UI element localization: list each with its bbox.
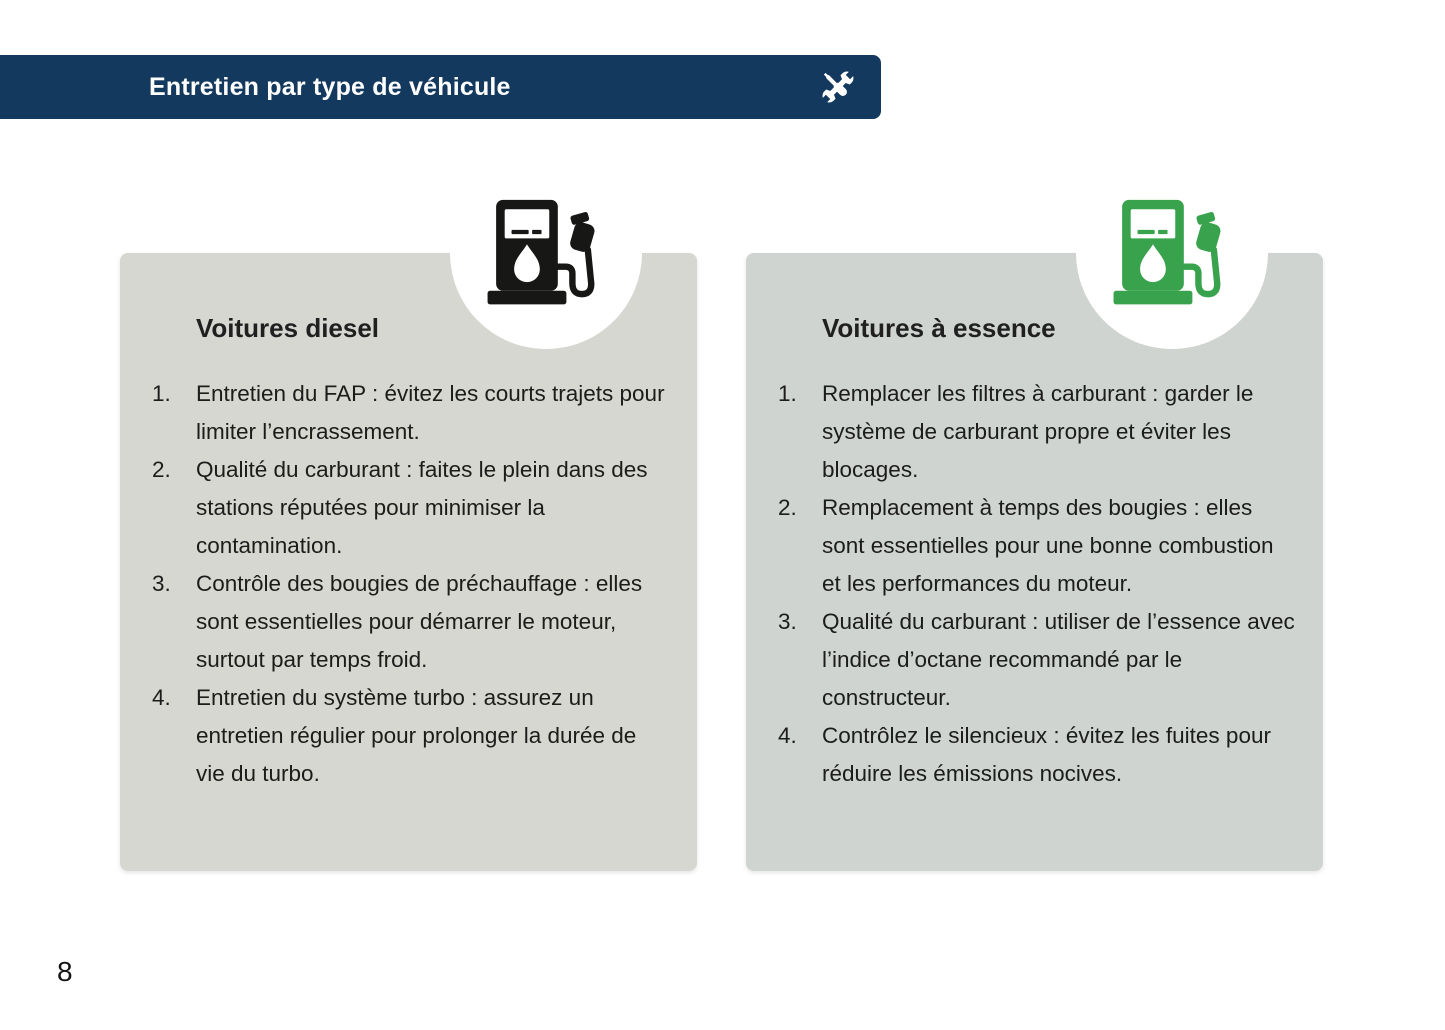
list-item	[778, 489, 1300, 603]
item-number: 1.	[778, 381, 797, 406]
icon-circle	[1076, 157, 1268, 349]
item-text: Contrôle des bougies de préchauffage : elles sont essentielles pour démarrer le moteur, surtout par temps froid.	[196, 571, 643, 672]
item-number: 4.	[778, 723, 797, 748]
item-text: Remplacement à temps des bougies : elles sont essentielles pour une bonne combustion et les performances du moteur.	[822, 495, 1274, 596]
card-title: Voitures à essence	[822, 313, 1056, 343]
maintenance-list	[778, 375, 1300, 793]
page-number: 8	[57, 956, 73, 987]
list-item	[152, 679, 674, 793]
item-text: Qualité du carburant : utiliser de l’essence avec l’indice d’octane recommandé par le constructeur.	[822, 609, 1295, 710]
list-item	[152, 375, 674, 451]
item-text: Qualité du carburant : faites le plein dans des stations réputées pour minimiser la contamination.	[196, 457, 648, 558]
card-diesel	[120, 253, 697, 871]
icon-circle	[450, 157, 642, 349]
item-number: 3.	[778, 609, 797, 634]
item-text: Entretien du FAP : évitez les courts trajets pour limiter l’encrassement.	[196, 381, 665, 444]
item-number: 3.	[152, 571, 171, 596]
page-title: Entretien par type de véhicule	[149, 72, 511, 101]
list-item	[778, 603, 1300, 717]
fuel-pump-icon	[1108, 198, 1228, 308]
fuel-pump-icon	[482, 198, 602, 308]
tools-icon	[817, 66, 859, 108]
item-number: 2.	[778, 495, 797, 520]
maintenance-list	[152, 375, 674, 793]
header-bar	[0, 55, 881, 119]
item-number: 1.	[152, 381, 171, 406]
item-text: Entretien du système turbo : assurez un entretien régulier pour prolonger la durée de vie du turbo.	[196, 685, 637, 786]
list-item	[778, 717, 1300, 793]
list-item	[152, 565, 674, 679]
list-item	[778, 375, 1300, 489]
list-item	[152, 451, 674, 565]
item-text: Remplacer les filtres à carburant : garder le système de carburant propre et éviter les blocages.	[822, 381, 1254, 482]
item-text: Contrôlez le silencieux : évitez les fuites pour réduire les émissions nocives.	[822, 723, 1271, 786]
card-title: Voitures diesel	[196, 313, 380, 343]
card-essence	[746, 253, 1323, 871]
item-number: 4.	[152, 685, 171, 710]
item-number: 2.	[152, 457, 171, 482]
